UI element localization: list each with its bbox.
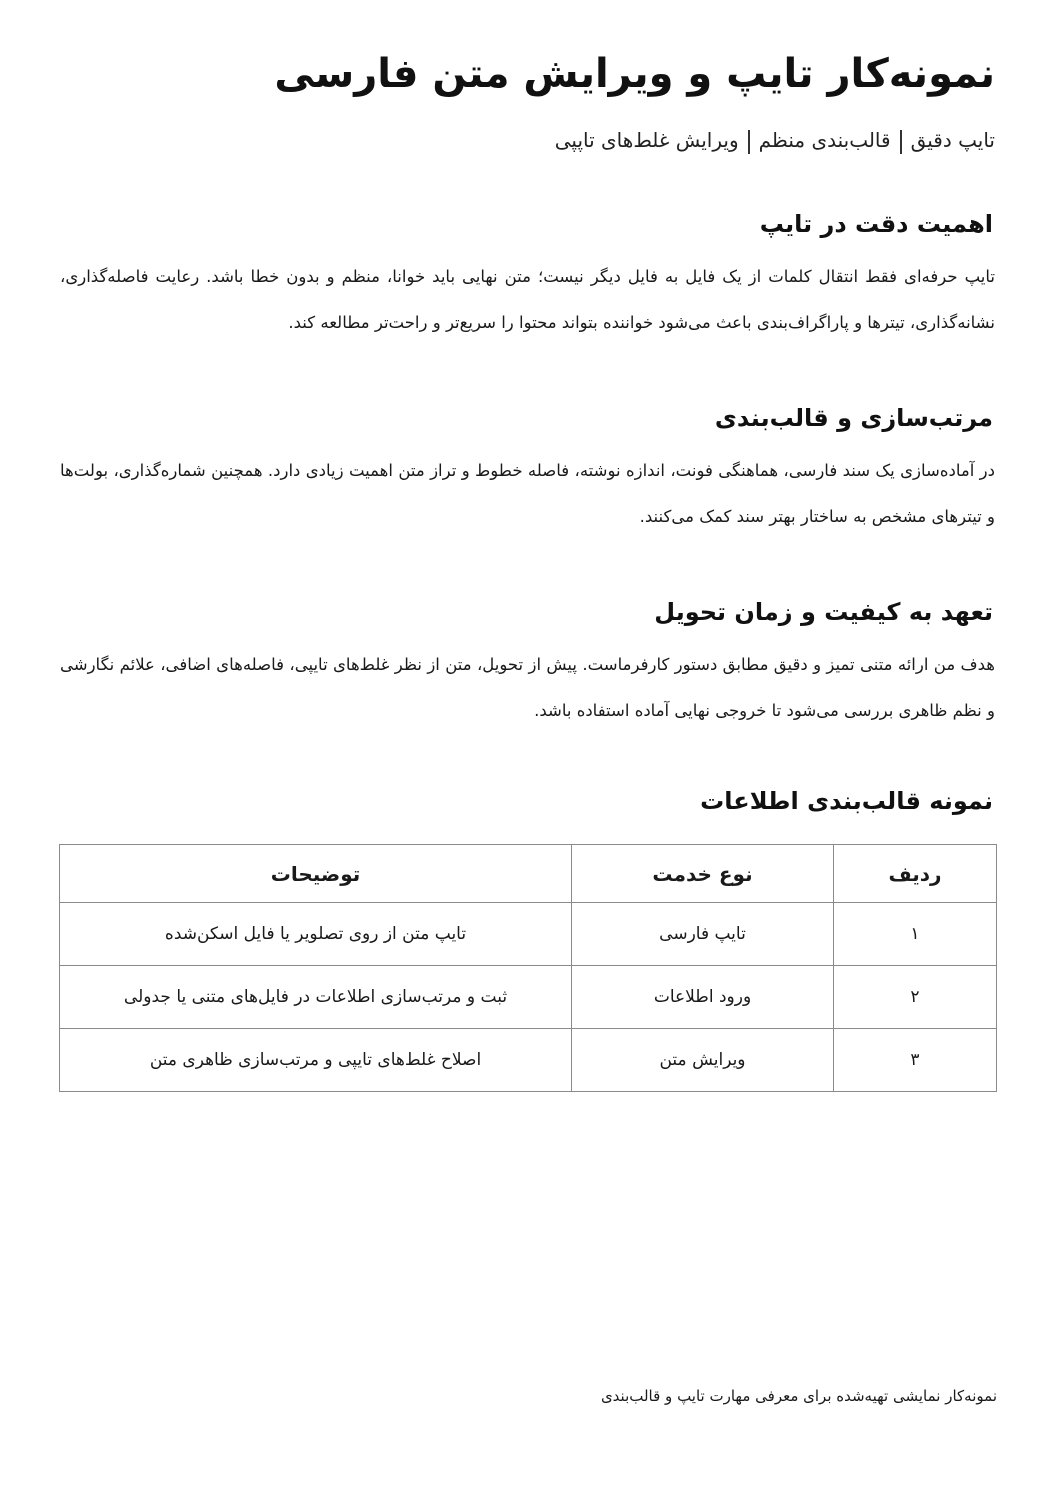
document-title: نمونه‌کار تایپ و ویرایش متن فارسی — [274, 51, 995, 97]
footer-note: نمونه‌کار نمایشی تهیه‌شده برای معرفی مهارت تایپ و قالب‌بندی — [600, 1387, 997, 1405]
table-heading: نمونه قالب‌بندی اطلاعات — [700, 787, 993, 815]
subtitle-divider — [900, 130, 902, 154]
section-heading: اهمیت دقت در تایپ — [759, 210, 993, 238]
cell-row-number: ۱ — [834, 903, 997, 966]
table-row — [60, 966, 997, 1029]
column-header-service-type: نوع خدمت — [572, 845, 834, 903]
cell-row-number: ۳ — [834, 1029, 997, 1092]
cell-service-type: ویرایش متن — [572, 1029, 834, 1092]
subtitle-divider — [748, 130, 750, 154]
subtitle-item-formatting: قالب‌بندی منظم — [758, 128, 891, 152]
cell-row-number: ۲ — [834, 966, 997, 1029]
column-header-row-number: ردیف — [834, 845, 997, 903]
section-paragraph: هدف من ارائه متنی تمیز و دقیق مطابق دستور کارفرماست. پیش از تحویل، متن از نظر غلط‌های تایپی، فاصله‌های اضافی، علائم نگارشی و نظم ظاهری بررسی می‌شود تا خروجی نهایی آماده استفاده باشد. — [60, 655, 995, 720]
subtitle — [555, 122, 995, 158]
section-paragraph: در آماده‌سازی یک سند فارسی، هماهنگی فونت، اندازه نوشته، فاصله خطوط و تراز متن اهمیت زیادی دارد. همچنین شماره‌گذاری، بولت‌ها و تیترهای مشخص به ساختار بهتر سند کمک می‌کنند. — [60, 461, 995, 526]
cell-description: تایپ متن از روی تصلویر یا فایل اسکن‌شده — [60, 903, 572, 966]
section-heading: مرتب‌سازی و قالب‌بندی — [714, 404, 993, 432]
subtitle-item-typing: تایپ دقیق — [910, 128, 995, 152]
subtitle-item-editing: ویرایش غلط‌های تاپپی — [554, 128, 739, 152]
cell-description: ثبت و مرتب‌سازی اطلاعات در فایل‌های متنی یا جدولی — [60, 966, 572, 1029]
section-formatting — [60, 398, 995, 540]
cell-service-type: تایپ فارسی — [572, 903, 834, 966]
section-paragraph: تایپ حرفه‌ای فقط انتقال کلمات از یک فایل به فایل دیگر نیست؛ متن نهایی باید خوانا، منظم و بدون خطا باشد. رعایت فاصله‌گذاری، نشانه‌گذاری، تیترها و پاراگراف‌بندی باعث می‌شود خواننده بتواند محتوا را سریع‌تر و راحت‌تر مطالعه کند. — [60, 267, 995, 332]
table-header-row — [60, 845, 997, 903]
column-header-description: توضیحات — [60, 845, 572, 903]
cell-service-type: ورود اطلاعات — [572, 966, 834, 1029]
section-typing-accuracy — [60, 204, 995, 346]
table-row — [60, 903, 997, 966]
table-row — [60, 1029, 997, 1092]
services-table — [59, 844, 997, 1092]
section-heading: تعهد به کیفیت و زمان تحویل — [654, 598, 993, 626]
section-quality-commitment — [60, 592, 995, 734]
cell-description: اصلاح غلط‌های تایپی و مرتب‌سازی ظاهری متن — [60, 1029, 572, 1092]
